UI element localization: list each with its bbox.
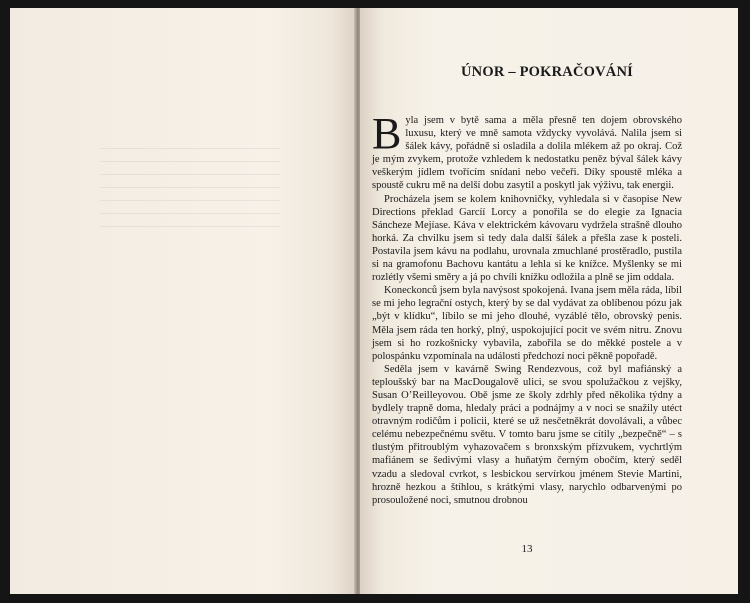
first-paragraph-text: yla jsem v bytě sama a měla přesně ten dojem obrovského luxusu, který ve mně samota vždycky vyvolává. Nalila jsem si šálek kávy, pořádně si osladila a dolila mlékem až po okraj. Což je mým zvykem, protože vzhledem k nedostatku peněz býval šálek kávy veškerým jídlem tvořícím snídani nebo večeři. Díky spoustě mléka a spoustě cukru mě na delší dobu zasytil a poskytl jak výživu, tak energii. bbox=[372, 115, 682, 192]
paragraph: Koneckonců jsem byla navýsost spokojená. Ivana jsem měla ráda, líbil se mi jeho legrační ostych, který by se dal vydávat za oblíbenou pózu jak „být v klídku“, líbilo se mi jeho dlouhé, vyzáblé tělo, obrovský penis. Měla jsem ráda ten horký, plný, uspokojující pocit ve svém nitru. Znovu jsem si ho rozkošnicky vybavila, zabořila se do měkké postele a v polospánku vzpomínala na události předchozí noci pěkně popořadě. bbox=[372, 285, 682, 362]
page-number: 13 bbox=[521, 543, 533, 555]
show-through-text bbox=[100, 148, 280, 228]
body-text bbox=[372, 109, 682, 507]
chapter-title: ÚNOR – POKRAČOVÁNÍ bbox=[461, 64, 633, 80]
drop-cap: B bbox=[372, 109, 402, 158]
left-page bbox=[10, 8, 356, 594]
first-paragraph bbox=[372, 109, 682, 193]
paragraph: Procházela jsem se kolem knihovničky, vyhledala si v časopise New Directions překlad Garcíí Lorcy a ponořila se do elegie za Ignacia Sáncheze Mejíase. Káva v elektrickém kávovaru vydržela strašně dlouho horká. Za chvilku jsem si tedy dala další šálek a přešla zase k posteli. Postavila jsem kávu na podlahu, urovnala zmuchlané prostěradlo, pustila si na gramofonu Bachovu kantátu a lehla si ke knížce. Myšlenky se mi rozlétly všemi směry a já po chvíli knížku odložila a plně se jim oddala. bbox=[372, 193, 682, 284]
paragraph: Seděla jsem v kavárně Swing Rendezvous, což byl mafiánský a teploušský bar na MacDougalově ulici, se svou spolužačkou z vejšky, Susan O’Reilleyovou. Obě jsme ze školy zdrhly před několika týdny a bydlely trapně doma, hledaly práci a podnájmy a v noci se snažily utéct otravným rodičům i policii, které se už nesčetněkrát dovolávali, a vůbec celému nebezpečnému světu. V tomto baru jsme se cítily „bezpečně“ – s tlustým přitroublým vyhazovačem s bronxským přízvukem, vychrtlým mafiánem se šedivými vlasy a huňatým černým obočím, který seděl vzadu a sledoval cvrkot, s lesbickou servírkou jménem Stevie Martini, hrozně hezkou a štíhlou, s krátkými vlasy, narychlo odbarvenými po prosouložené noci, smutnou drobnou bbox=[372, 363, 682, 506]
